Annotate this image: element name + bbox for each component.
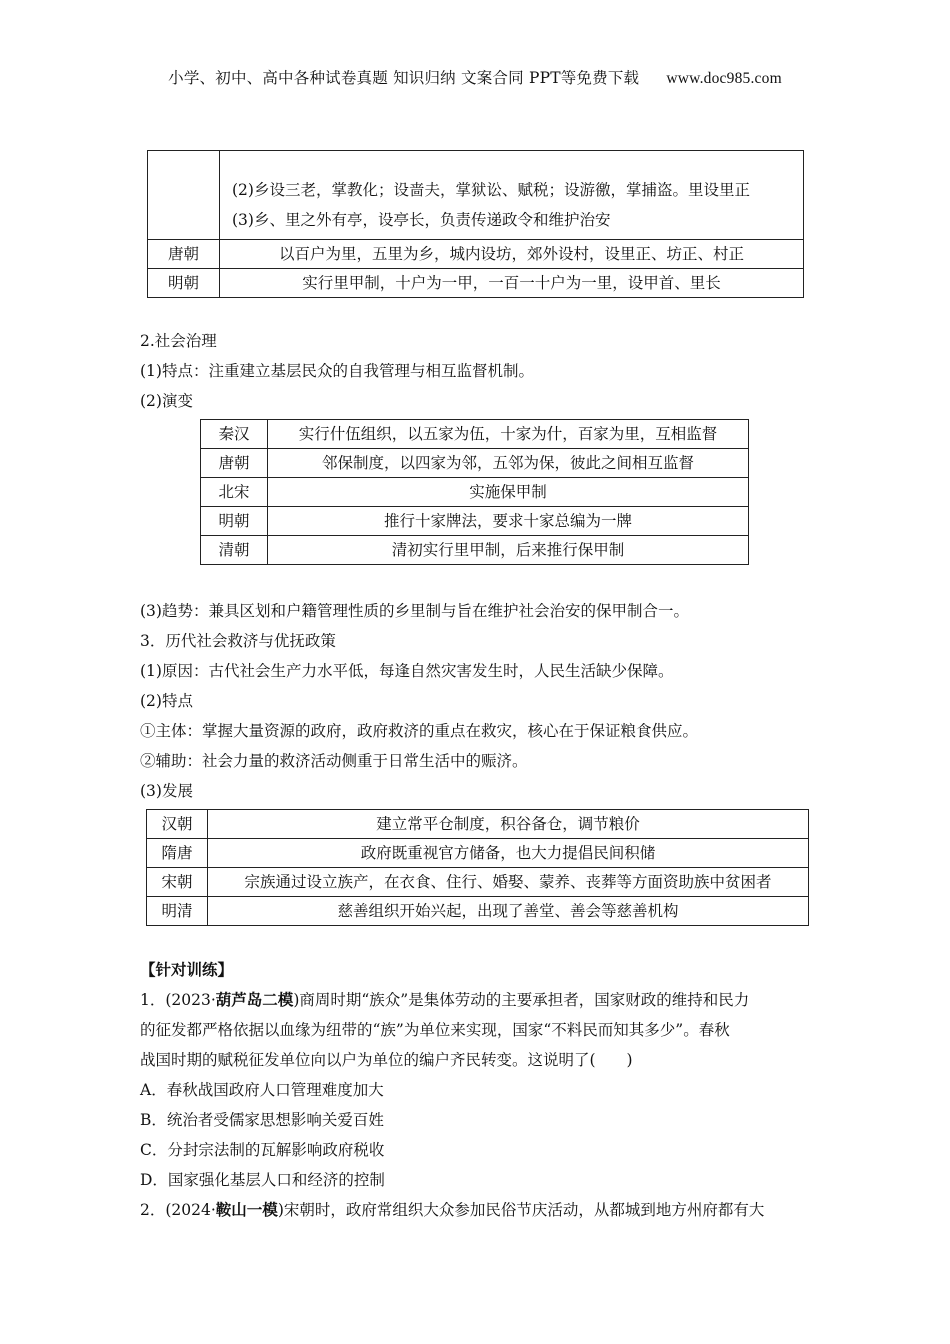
paragraph: (3)趋势：兼具区划和户籍管理性质的乡里制与旨在维护社会治安的保甲制合一。 xyxy=(140,602,689,620)
table-cell-content: 建立常平仓制度，积谷备仓，调节粮价 xyxy=(208,810,809,839)
table-cell-content: 实行里甲制，十户为一甲，一百一十户为一里，设甲首、里长 xyxy=(220,269,804,298)
table-cell-dynasty: 宋朝 xyxy=(147,868,208,897)
table-relief-development xyxy=(146,809,809,926)
table-cell-content: 实施保甲制 xyxy=(268,478,749,507)
table-cell-dynasty: 北宋 xyxy=(201,478,268,507)
section-title: 2.社会治理 xyxy=(140,332,217,350)
table-row xyxy=(201,420,749,449)
question-2-prefix: 2．(2024· xyxy=(140,1201,216,1219)
table-row xyxy=(147,839,809,868)
question-1-line: 战国时期的赋税征发单位向以户为单位的编户齐民转变。这说明了( ) xyxy=(140,1051,633,1069)
question-2-line xyxy=(140,1195,810,1225)
table-row xyxy=(147,810,809,839)
table-row xyxy=(148,240,804,269)
table-cell-content: 宗族通过设立族产，在衣食、住行、婚娶、蒙养、丧葬等方面资助族中贫困者 xyxy=(208,868,809,897)
cont-line-2: (3)乡、里之外有亭，设亭长，负责传递政令和维护治安 xyxy=(232,211,611,229)
question-1-line: 的征发都严格依据以血缘为纽带的“族”为单位来实现，国家“不料民而知其多少”。春秋 xyxy=(140,1021,730,1039)
option-a: A．春秋战国政府人口管理难度加大 xyxy=(140,1081,384,1099)
section-training xyxy=(140,955,810,1225)
table-row xyxy=(147,868,809,897)
option-c: C．分封宗法制的瓦解影响政府税收 xyxy=(140,1141,385,1159)
table-cell-dynasty: 清朝 xyxy=(201,536,268,565)
table-cell-dynasty: 汉朝 xyxy=(147,810,208,839)
section-relief-policy xyxy=(140,596,810,806)
table-cell-content: 政府既重视官方储备，也大力提倡民间积储 xyxy=(208,839,809,868)
table-row xyxy=(201,507,749,536)
table-cell-dynasty: 唐朝 xyxy=(148,240,220,269)
table-cell-content: 推行十家牌法，要求十家总编为一牌 xyxy=(268,507,749,536)
question-1-line xyxy=(140,985,810,1015)
table-row xyxy=(147,897,809,926)
training-title: 【针对训练】 xyxy=(140,960,234,979)
paragraph: (1)原因：古代社会生产力水平低，每逢自然灾害发生时，人民生活缺少保障。 xyxy=(140,662,674,680)
table-cell-dynasty: 明朝 xyxy=(201,507,268,536)
paragraph: (1)特点：注重建立基层民众的自我管理与相互监督机制。 xyxy=(140,362,534,380)
table-cell-dynasty: 明清 xyxy=(147,897,208,926)
question-1-text: )商周时期“族众”是集体劳动的主要承担者，国家财政的维持和民力 xyxy=(293,991,750,1009)
table-grassroots-admin xyxy=(147,150,804,298)
cont-line-1: (2)乡设三老，掌教化；设啬夫，掌狱讼、赋税；设游徼，掌捕盗。里设里正 xyxy=(232,181,750,199)
table-cell-content: 邻保制度，以四家为邻，五邻为保，彼此之间相互监督 xyxy=(268,449,749,478)
table-cell-content: 清初实行里甲制，后来推行保甲制 xyxy=(268,536,749,565)
page-header xyxy=(0,66,950,88)
table-cell-content: 实行什伍组织，以五家为伍，十家为什，百家为里，互相监督 xyxy=(268,420,749,449)
paragraph: (2)特点 xyxy=(140,692,193,710)
table-cell-dynasty: 明朝 xyxy=(148,269,220,298)
paragraph: ②辅助：社会力量的救济活动侧重于日常生活中的赈济。 xyxy=(140,752,528,770)
table-cell-content: 慈善组织开始兴起，出现了善堂、善会等慈善机构 xyxy=(208,897,809,926)
header-site: www.doc985.com xyxy=(666,70,782,87)
section-social-governance xyxy=(140,326,810,416)
table-cell-dynasty: 唐朝 xyxy=(201,449,268,478)
table-cell-dynasty: 隋唐 xyxy=(147,839,208,868)
table-row xyxy=(148,151,804,240)
table-cell-content: 以百户为里，五里为乡，城内设坊，郊外设村，设里正、坊正、村正 xyxy=(220,240,804,269)
table-row xyxy=(201,449,749,478)
option-b: B．统治者受儒家思想影响关爱百姓 xyxy=(140,1111,384,1129)
table-governance-evolution xyxy=(200,419,749,565)
question-1-source: 葫芦岛二模 xyxy=(215,990,294,1009)
table-row xyxy=(201,478,749,507)
table-cell-dynasty: 秦汉 xyxy=(201,420,268,449)
question-1-prefix: 1．(2023· xyxy=(140,991,216,1009)
section-title: 3．历代社会救济与优抚政策 xyxy=(140,632,336,650)
table-cell-dynasty xyxy=(148,151,220,240)
option-d: D．国家强化基层人口和经济的控制 xyxy=(140,1171,385,1189)
question-2-source: 鞍山一模 xyxy=(215,1200,278,1219)
header-text: 小学、初中、高中各种试卷真题 知识归纳 文案合同 PPT等免费下载 xyxy=(168,69,640,87)
table-cell-content xyxy=(220,151,804,240)
paragraph: (2)演变 xyxy=(140,392,193,410)
paragraph: (3)发展 xyxy=(140,782,193,800)
paragraph: ①主体：掌握大量资源的政府，政府救济的重点在救灾，核心在于保证粮食供应。 xyxy=(140,722,699,740)
table-row xyxy=(201,536,749,565)
question-2-text: )宋朝时，政府常组织大众参加民俗节庆活动，从都城到地方州府都有大 xyxy=(277,1201,765,1219)
table-row xyxy=(148,269,804,298)
